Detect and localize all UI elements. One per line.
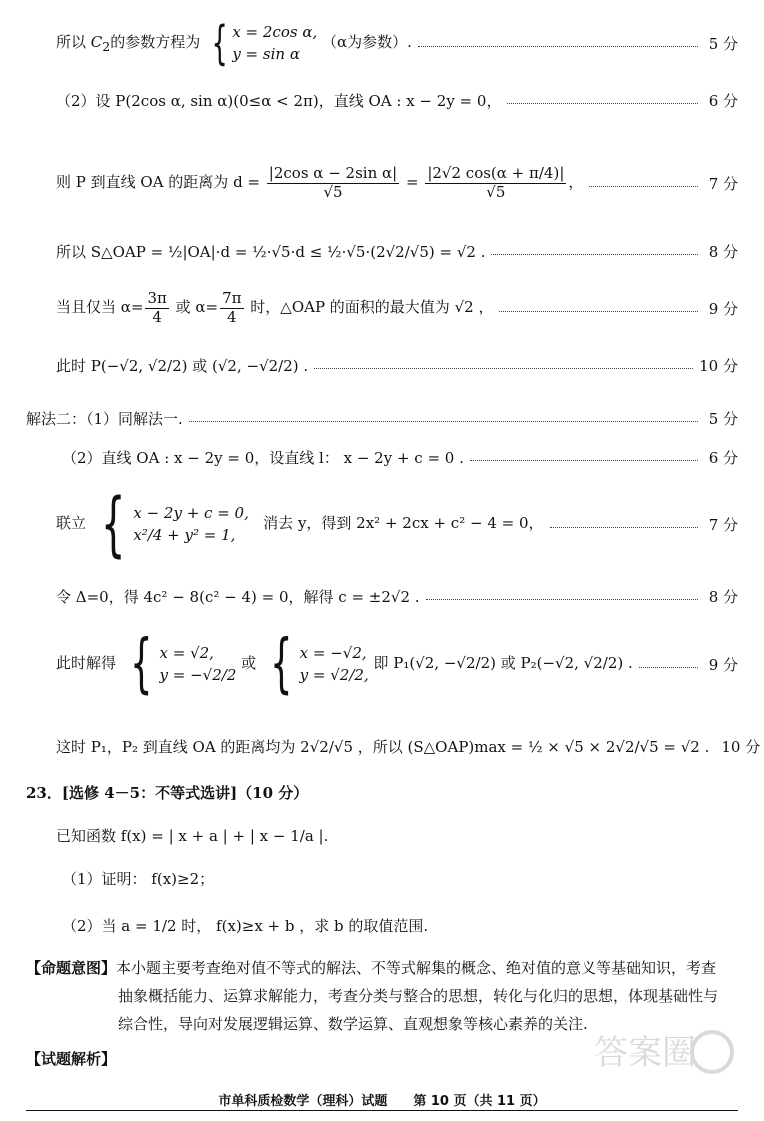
- solution-line-9: [56, 484, 738, 564]
- solution-line-1: [56, 16, 738, 70]
- score-label: 10 分: [721, 737, 761, 756]
- score-label: 6 分: [708, 448, 738, 467]
- leader-dots: [507, 103, 698, 104]
- leader-dots: [491, 254, 698, 255]
- watermark-text: 答案圈: [594, 1033, 696, 1073]
- solution-line-3: [56, 138, 738, 228]
- area-formula: 所以 S△OAP = ½|OA|·d = ½·√5·d ≤ ½·√5·(2√2/√5) = √2 .: [56, 242, 486, 261]
- step-text: （2）设 P(2cos α, sin α)(0≤α < 2π)，直线 OA : x − 2y = 0，: [56, 91, 502, 110]
- footer-rule: [26, 1110, 738, 1111]
- score-label: 10 分: [699, 356, 738, 375]
- leader-dots: [470, 460, 698, 461]
- score-label: 8 分: [708, 242, 738, 261]
- analysis-label: 【试题解析】: [26, 1049, 117, 1068]
- intent-text-3: 综合性，导向对发展逻辑运算、数学运算、直观想象等核心素养的关注.: [118, 1015, 588, 1033]
- page-footer: 市单科质检数学（理科）试题 第 10 页（共 11 页）: [218, 1094, 546, 1109]
- question-23-title: [26, 780, 738, 804]
- leader-dots: [589, 186, 698, 187]
- score-label: 5 分: [708, 409, 738, 428]
- solution-line-10: [56, 584, 738, 608]
- leader-dots: [418, 46, 698, 47]
- equality-condition: 当且仅当 α= $\frac{3\pi}{4}$ 或 α= $\frac{7\pi}{4}$ 时，△OAP 的面积的最大值为 √2 ，: [56, 289, 494, 326]
- score-label: 8 分: [708, 587, 738, 606]
- intent-text-1: 本小题主要考查绝对值不等式的解法、不等式解集的概念、绝对值的意义等基础知识，考查: [116, 959, 717, 977]
- score-label: 9 分: [708, 299, 738, 318]
- score-label: 9 分: [708, 655, 738, 674]
- intent-label: 【命题意图】: [26, 959, 117, 977]
- leader-dots: [550, 527, 698, 528]
- leader-dots: [499, 311, 698, 312]
- solution-line-2: [56, 88, 738, 112]
- solution-line-6: [56, 350, 738, 380]
- solution-line-5: [56, 288, 738, 328]
- score-label: 6 分: [708, 91, 738, 110]
- leader-dots: [314, 368, 693, 369]
- param-eq-text: 所以 $C_2$的参数方程为 { x = 2cos α, y = sin α （α为参数）.: [56, 16, 412, 70]
- solution-line-11: [56, 626, 738, 702]
- step-text: （2）直线 OA : x − 2y = 0，设直线 l： x − 2y + c = 0 .: [62, 448, 464, 467]
- leader-dots: [189, 421, 698, 422]
- discriminant-step: 令 Δ=0，得 4c² − 8(c² − 4) = 0，解得 c = ±2√2 .: [56, 587, 420, 606]
- distance-formula: 则 P 到直线 OA 的距离为 d = $\frac{\text{|2cos α − 2sin α|}}{√5}$ = $\frac{|2√2 \cos(\alpha + \pi/4)|}{√5}$ ，: [56, 164, 584, 201]
- score-label: 5 分: [708, 34, 738, 53]
- system-of-equations: 联立 { x − 2y + c = 0, x²/4 + y² = 1, 消去 y，得到 2x² + 2cx + c² − 4 = 0，: [56, 483, 544, 565]
- solved-points: 此时解得 { x = √2, y = −√2/2 或 { x = −√2, y = √2/2, 即 P₁(√2, −√2/2) 或 P₂(−√2, √2/2) .: [56, 627, 633, 701]
- part-two-text: （2）当 a = 1/2 时， f(x)≥x + b ，求 b 的取值范围.: [62, 916, 429, 935]
- question-23-part1: [62, 866, 738, 890]
- score-label: 7 分: [708, 174, 738, 193]
- solution-line-12: [56, 724, 761, 768]
- max-area-result: 这时 P₁，P₂ 到直线 OA 的距离均为 2√2/√5 ，所以 (S△OAP)max = ½ × √5 × 2√2/√5 = √2 .: [56, 737, 710, 756]
- leader-dots: [426, 599, 698, 600]
- solution-line-4: [56, 236, 738, 266]
- given-function: 已知函数 f(x) = | x + a | + | x − 1/a |.: [56, 826, 329, 845]
- method-two-header: 解法二：（1）同解法一.: [26, 409, 183, 428]
- leader-dots: [639, 667, 698, 668]
- watermark-logo: [594, 1020, 734, 1100]
- solution-line-8: [62, 445, 738, 469]
- question-23-given: [56, 820, 738, 850]
- intent-text-2: 抽象概括能力、运算求解能力，考查分类与整合的思想，转化与化归的思想，体现基础性与: [118, 987, 719, 1005]
- part-one-text: （1）证明： f(x)≥2；: [62, 869, 215, 888]
- question-title-text: 23．[选修 4－5：不等式选讲]（10 分）: [26, 783, 309, 802]
- score-label: 7 分: [708, 515, 738, 534]
- point-result: 此时 P(−√2, √2/2) 或 (√2, −√2/2) .: [56, 356, 309, 375]
- solution-line-7: [26, 406, 738, 430]
- question-23-part2: [62, 910, 738, 940]
